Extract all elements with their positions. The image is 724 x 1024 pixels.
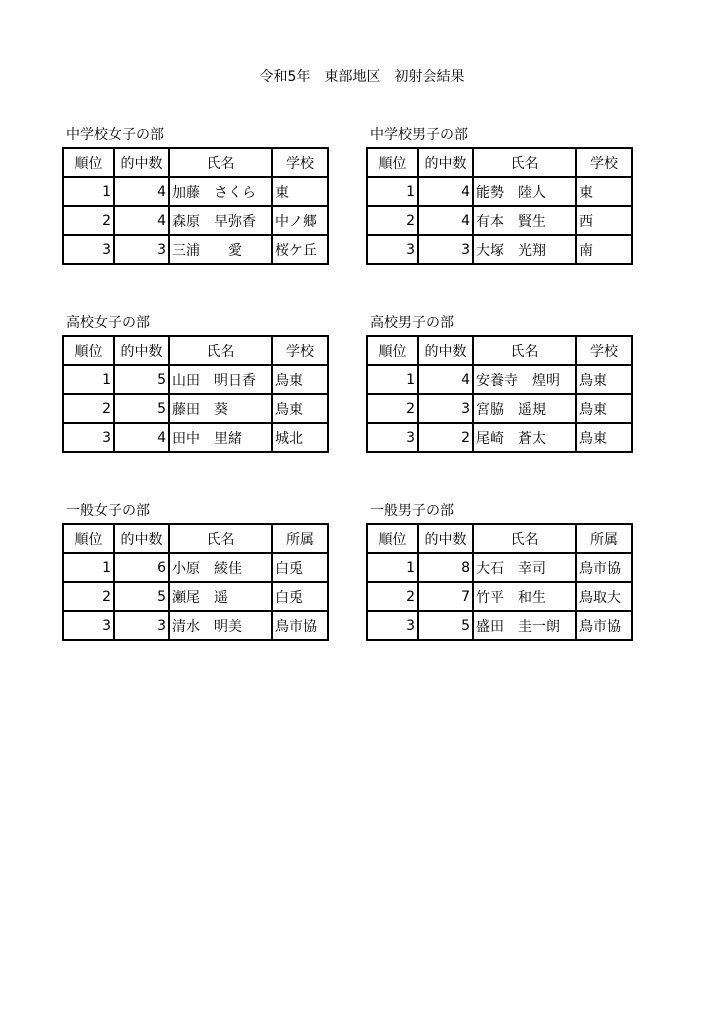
hits-cell: 5 xyxy=(418,611,473,640)
name-cell: 盛田 圭一朗 xyxy=(473,611,576,640)
header-affiliation: 学校 xyxy=(576,148,632,177)
rank-cell: 3 xyxy=(63,235,114,264)
header-rank: 順位 xyxy=(63,336,114,365)
hits-cell: 3 xyxy=(418,394,473,423)
results-table xyxy=(62,335,329,453)
affiliation-cell: 鳥東 xyxy=(272,365,328,394)
rank-cell: 3 xyxy=(63,611,114,640)
section-junior-high-girls xyxy=(62,127,327,265)
hits-cell: 6 xyxy=(114,553,169,582)
section-title: 中学校女子の部 xyxy=(66,127,164,143)
hits-cell: 4 xyxy=(114,423,169,452)
header-hits: 的中数 xyxy=(114,148,169,177)
name-cell: 加藤 さくら xyxy=(169,177,272,206)
name-cell: 大石 幸司 xyxy=(473,553,576,582)
hits-cell: 8 xyxy=(418,553,473,582)
table-row xyxy=(63,177,328,206)
header-name: 氏名 xyxy=(473,336,576,365)
table-header-row xyxy=(63,148,328,177)
name-cell: 竹平 和生 xyxy=(473,582,576,611)
header-affiliation: 学校 xyxy=(576,336,632,365)
name-cell: 田中 里緒 xyxy=(169,423,272,452)
header-rank: 順位 xyxy=(367,336,418,365)
table-row xyxy=(367,423,632,452)
name-cell: 能勢 陸人 xyxy=(473,177,576,206)
header-name: 氏名 xyxy=(169,148,272,177)
rank-cell: 2 xyxy=(63,582,114,611)
name-cell: 森原 早弥香 xyxy=(169,206,272,235)
name-cell: 尾崎 蒼太 xyxy=(473,423,576,452)
header-rank: 順位 xyxy=(367,148,418,177)
rank-cell: 1 xyxy=(63,365,114,394)
results-table xyxy=(366,523,633,641)
section-junior-high-boys xyxy=(366,127,631,265)
table-header-row xyxy=(63,336,328,365)
hits-cell: 3 xyxy=(418,235,473,264)
table-row xyxy=(367,235,632,264)
header-name: 氏名 xyxy=(169,336,272,365)
rank-cell: 2 xyxy=(63,394,114,423)
rank-cell: 3 xyxy=(367,235,418,264)
header-affiliation: 所属 xyxy=(272,524,328,553)
hits-cell: 4 xyxy=(418,177,473,206)
header-rank: 順位 xyxy=(63,524,114,553)
table-row xyxy=(63,365,328,394)
header-name: 氏名 xyxy=(473,148,576,177)
affiliation-cell: 鳥東 xyxy=(576,394,632,423)
name-cell: 清水 明美 xyxy=(169,611,272,640)
affiliation-cell: 中ノ郷 xyxy=(272,206,328,235)
section-high-school-girls xyxy=(62,315,327,453)
rank-cell: 3 xyxy=(367,423,418,452)
affiliation-cell: 鳥東 xyxy=(272,394,328,423)
table-row xyxy=(367,394,632,423)
header-rank: 順位 xyxy=(63,148,114,177)
results-table xyxy=(62,523,329,641)
table-header-row xyxy=(367,148,632,177)
hits-cell: 2 xyxy=(418,423,473,452)
name-cell: 宮脇 遥規 xyxy=(473,394,576,423)
rank-cell: 2 xyxy=(367,206,418,235)
table-row xyxy=(63,611,328,640)
affiliation-cell: 桜ケ丘 xyxy=(272,235,328,264)
section-title: 一般男子の部 xyxy=(370,503,454,519)
section-high-school-boys xyxy=(366,315,631,453)
hits-cell: 7 xyxy=(418,582,473,611)
name-cell: 三浦 愛 xyxy=(169,235,272,264)
rank-cell: 1 xyxy=(63,177,114,206)
hits-cell: 3 xyxy=(114,611,169,640)
table-header-row xyxy=(367,524,632,553)
section-title: 一般女子の部 xyxy=(66,503,150,519)
affiliation-cell: 西 xyxy=(576,206,632,235)
table-row xyxy=(367,177,632,206)
header-hits: 的中数 xyxy=(114,524,169,553)
name-cell: 小原 綾佳 xyxy=(169,553,272,582)
affiliation-cell: 東 xyxy=(272,177,328,206)
table-row xyxy=(63,423,328,452)
rank-cell: 1 xyxy=(367,177,418,206)
document-title: 令和5年 東部地区 初射会結果 xyxy=(259,69,465,85)
rank-cell: 2 xyxy=(63,206,114,235)
name-cell: 安養寺 煌明 xyxy=(473,365,576,394)
header-rank: 順位 xyxy=(367,524,418,553)
section-general-women xyxy=(62,503,327,641)
table-row xyxy=(63,553,328,582)
affiliation-cell: 白兎 xyxy=(272,582,328,611)
rank-cell: 3 xyxy=(63,423,114,452)
affiliation-cell: 鳥東 xyxy=(576,365,632,394)
header-hits: 的中数 xyxy=(418,336,473,365)
affiliation-cell: 南 xyxy=(576,235,632,264)
header-name: 氏名 xyxy=(473,524,576,553)
name-cell: 有本 賢生 xyxy=(473,206,576,235)
affiliation-cell: 城北 xyxy=(272,423,328,452)
rank-cell: 1 xyxy=(367,553,418,582)
hits-cell: 5 xyxy=(114,394,169,423)
header-affiliation: 学校 xyxy=(272,336,328,365)
table-row xyxy=(63,394,328,423)
rank-cell: 3 xyxy=(367,611,418,640)
table-row xyxy=(367,582,632,611)
table-row xyxy=(367,553,632,582)
table-row xyxy=(367,365,632,394)
section-general-men xyxy=(366,503,631,641)
name-cell: 山田 明日香 xyxy=(169,365,272,394)
table-header-row xyxy=(367,336,632,365)
hits-cell: 4 xyxy=(114,206,169,235)
table-row xyxy=(367,206,632,235)
affiliation-cell: 鳥市協 xyxy=(272,611,328,640)
header-name: 氏名 xyxy=(169,524,272,553)
name-cell: 藤田 葵 xyxy=(169,394,272,423)
table-row xyxy=(367,611,632,640)
rank-cell: 2 xyxy=(367,582,418,611)
name-cell: 大塚 光翔 xyxy=(473,235,576,264)
results-table xyxy=(366,335,633,453)
rank-cell: 1 xyxy=(367,365,418,394)
table-row xyxy=(63,206,328,235)
affiliation-cell: 東 xyxy=(576,177,632,206)
affiliation-cell: 鳥取大 xyxy=(576,582,632,611)
table-row xyxy=(63,235,328,264)
results-table xyxy=(366,147,633,265)
section-title: 高校女子の部 xyxy=(66,315,150,331)
table-header-row xyxy=(63,524,328,553)
table-row xyxy=(63,582,328,611)
section-title: 高校男子の部 xyxy=(370,315,454,331)
header-hits: 的中数 xyxy=(114,336,169,365)
affiliation-cell: 白兎 xyxy=(272,553,328,582)
hits-cell: 4 xyxy=(418,365,473,394)
hits-cell: 4 xyxy=(114,177,169,206)
rank-cell: 1 xyxy=(63,553,114,582)
affiliation-cell: 鳥市協 xyxy=(576,553,632,582)
affiliation-cell: 鳥市協 xyxy=(576,611,632,640)
hits-cell: 4 xyxy=(418,206,473,235)
affiliation-cell: 鳥東 xyxy=(576,423,632,452)
header-hits: 的中数 xyxy=(418,148,473,177)
header-affiliation: 所属 xyxy=(576,524,632,553)
hits-cell: 3 xyxy=(114,235,169,264)
hits-cell: 5 xyxy=(114,582,169,611)
name-cell: 瀬尾 遥 xyxy=(169,582,272,611)
rank-cell: 2 xyxy=(367,394,418,423)
results-table xyxy=(62,147,329,265)
header-affiliation: 学校 xyxy=(272,148,328,177)
section-title: 中学校男子の部 xyxy=(370,127,468,143)
header-hits: 的中数 xyxy=(418,524,473,553)
hits-cell: 5 xyxy=(114,365,169,394)
